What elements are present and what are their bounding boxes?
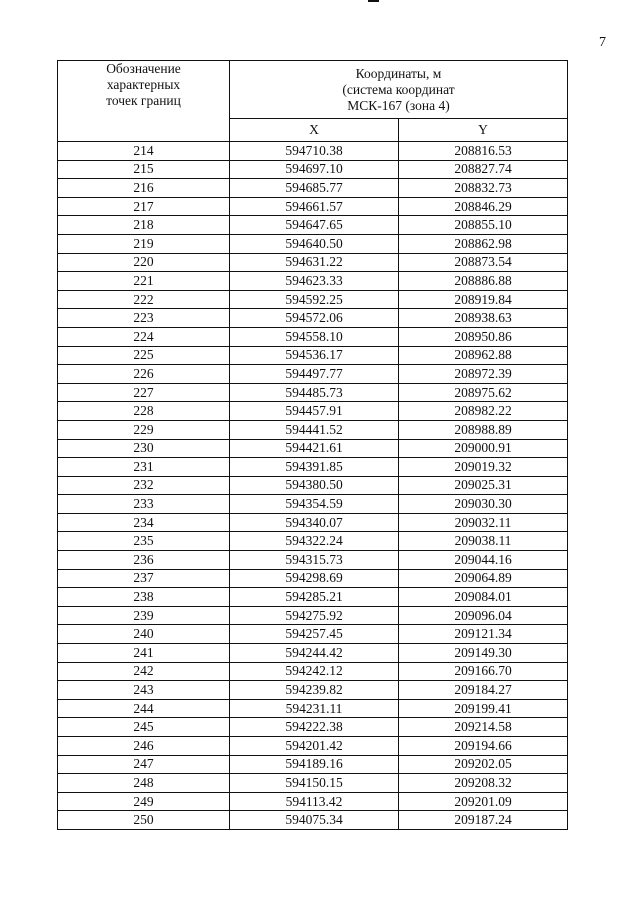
table-row <box>58 197 568 216</box>
y-coordinate-cell: 209044.16 <box>399 551 568 570</box>
x-coordinate-cell: 594075.34 <box>230 811 399 830</box>
y-coordinate-cell: 208988.89 <box>399 420 568 439</box>
x-coordinate-cell: 594354.59 <box>230 495 399 514</box>
x-coordinate-cell: 594244.42 <box>230 644 399 663</box>
table-row <box>58 737 568 756</box>
x-coordinate-cell: 594710.38 <box>230 142 399 161</box>
y-coordinate-cell: 208962.88 <box>399 346 568 365</box>
point-number-cell: 233 <box>58 495 230 514</box>
point-number-cell: 222 <box>58 290 230 309</box>
x-coordinate-cell: 594631.22 <box>230 253 399 272</box>
point-number-cell: 250 <box>58 811 230 830</box>
y-coordinate-cell: 209166.70 <box>399 662 568 681</box>
x-coordinate-cell: 594536.17 <box>230 346 399 365</box>
table-row <box>58 644 568 663</box>
y-coordinate-cell: 209201.09 <box>399 792 568 811</box>
y-coordinate-cell: 209214.58 <box>399 718 568 737</box>
x-coordinate-cell: 594231.11 <box>230 699 399 718</box>
table-row <box>58 681 568 700</box>
y-coordinate-cell: 209038.11 <box>399 532 568 551</box>
x-coordinate-cell: 594391.85 <box>230 458 399 477</box>
point-designation-header: Обозначение характерных точек границ <box>58 61 230 142</box>
point-number-cell: 246 <box>58 737 230 756</box>
x-coordinate-cell: 594322.24 <box>230 532 399 551</box>
table-row <box>58 439 568 458</box>
y-coordinate-cell: 209149.30 <box>399 644 568 663</box>
table-row <box>58 365 568 384</box>
x-coordinate-cell: 594457.91 <box>230 402 399 421</box>
point-number-cell: 231 <box>58 458 230 477</box>
y-coordinate-cell: 209184.27 <box>399 681 568 700</box>
y-coordinate-cell: 209187.24 <box>399 811 568 830</box>
x-coordinate-cell: 594697.10 <box>230 160 399 179</box>
x-coordinate-cell: 594201.42 <box>230 737 399 756</box>
table-row <box>58 606 568 625</box>
point-number-cell: 221 <box>58 272 230 291</box>
point-number-cell: 223 <box>58 309 230 328</box>
y-coordinate-cell: 208862.98 <box>399 234 568 253</box>
top-mark <box>368 0 379 2</box>
x-coordinate-cell: 594497.77 <box>230 365 399 384</box>
point-number-cell: 240 <box>58 625 230 644</box>
coordinates-table-body <box>58 142 568 830</box>
table-row <box>58 625 568 644</box>
y-coordinate-cell: 209096.04 <box>399 606 568 625</box>
coordinates-header: Координаты, м (система координат МСК-167 (зона 4) <box>230 61 568 119</box>
table-row <box>58 718 568 737</box>
x-coordinate-cell: 594315.73 <box>230 551 399 570</box>
point-number-cell: 244 <box>58 699 230 718</box>
table-row <box>58 476 568 495</box>
table-row <box>58 290 568 309</box>
y-coordinate-cell: 208846.29 <box>399 197 568 216</box>
table-row <box>58 755 568 774</box>
table-row <box>58 495 568 514</box>
y-coordinate-cell: 208816.53 <box>399 142 568 161</box>
y-coordinate-cell: 208982.22 <box>399 402 568 421</box>
table-row <box>58 569 568 588</box>
y-coordinate-cell: 209208.32 <box>399 774 568 793</box>
x-coordinate-cell: 594647.65 <box>230 216 399 235</box>
point-number-cell: 243 <box>58 681 230 700</box>
table-row <box>58 327 568 346</box>
y-coordinate-cell: 208938.63 <box>399 309 568 328</box>
point-number-cell: 216 <box>58 179 230 198</box>
coordinates-table <box>57 60 568 830</box>
y-coordinate-cell: 208972.39 <box>399 365 568 384</box>
point-number-cell: 226 <box>58 365 230 384</box>
table-row <box>58 234 568 253</box>
table-row <box>58 662 568 681</box>
y-coordinate-cell: 209194.66 <box>399 737 568 756</box>
point-number-cell: 238 <box>58 588 230 607</box>
x-coordinate-cell: 594285.21 <box>230 588 399 607</box>
coordinates-table-header <box>58 61 568 142</box>
point-number-cell: 225 <box>58 346 230 365</box>
x-coordinate-cell: 594298.69 <box>230 569 399 588</box>
y-coordinate-cell: 208873.54 <box>399 253 568 272</box>
y-coordinate-cell: 208886.88 <box>399 272 568 291</box>
table-row <box>58 383 568 402</box>
point-number-cell: 232 <box>58 476 230 495</box>
x-coordinate-cell: 594685.77 <box>230 179 399 198</box>
point-number-cell: 215 <box>58 160 230 179</box>
x-coordinate-cell: 594592.25 <box>230 290 399 309</box>
point-number-cell: 248 <box>58 774 230 793</box>
x-coordinate-cell: 594242.12 <box>230 662 399 681</box>
y-coordinate-cell: 209019.32 <box>399 458 568 477</box>
x-coordinate-cell: 594275.92 <box>230 606 399 625</box>
y-coordinate-cell: 209202.05 <box>399 755 568 774</box>
table-row <box>58 420 568 439</box>
point-number-cell: 214 <box>58 142 230 161</box>
table-row <box>58 272 568 291</box>
point-number-cell: 229 <box>58 420 230 439</box>
table-row <box>58 309 568 328</box>
x-coordinate-cell: 594421.61 <box>230 439 399 458</box>
point-number-cell: 227 <box>58 383 230 402</box>
y-coordinate-cell: 208832.73 <box>399 179 568 198</box>
table-row <box>58 774 568 793</box>
y-coordinate-cell: 208975.62 <box>399 383 568 402</box>
point-number-cell: 249 <box>58 792 230 811</box>
x-column-header: X <box>230 119 399 142</box>
x-coordinate-cell: 594485.73 <box>230 383 399 402</box>
point-number-cell: 236 <box>58 551 230 570</box>
page-number: 7 <box>599 35 606 50</box>
table-row <box>58 792 568 811</box>
point-number-cell: 239 <box>58 606 230 625</box>
y-coordinate-cell: 208950.86 <box>399 327 568 346</box>
x-coordinate-cell: 594558.10 <box>230 327 399 346</box>
y-coordinate-cell: 208919.84 <box>399 290 568 309</box>
point-number-cell: 217 <box>58 197 230 216</box>
x-coordinate-cell: 594150.15 <box>230 774 399 793</box>
x-coordinate-cell: 594380.50 <box>230 476 399 495</box>
y-coordinate-cell: 209030.30 <box>399 495 568 514</box>
y-coordinate-cell: 209032.11 <box>399 513 568 532</box>
table-row <box>58 513 568 532</box>
x-coordinate-cell: 594640.50 <box>230 234 399 253</box>
x-coordinate-cell: 594113.42 <box>230 792 399 811</box>
point-number-cell: 218 <box>58 216 230 235</box>
table-row <box>58 458 568 477</box>
point-number-cell: 242 <box>58 662 230 681</box>
point-number-cell: 228 <box>58 402 230 421</box>
table-row <box>58 179 568 198</box>
table-row <box>58 811 568 830</box>
table-row <box>58 216 568 235</box>
y-coordinate-cell: 209000.91 <box>399 439 568 458</box>
table-row <box>58 253 568 272</box>
table-row <box>58 402 568 421</box>
table-row <box>58 532 568 551</box>
x-coordinate-cell: 594572.06 <box>230 309 399 328</box>
x-coordinate-cell: 594189.16 <box>230 755 399 774</box>
point-number-cell: 247 <box>58 755 230 774</box>
table-row <box>58 160 568 179</box>
point-number-cell: 219 <box>58 234 230 253</box>
x-coordinate-cell: 594441.52 <box>230 420 399 439</box>
y-coordinate-cell: 208855.10 <box>399 216 568 235</box>
x-coordinate-cell: 594239.82 <box>230 681 399 700</box>
table-row <box>58 699 568 718</box>
y-coordinate-cell: 208827.74 <box>399 160 568 179</box>
table-row <box>58 588 568 607</box>
x-coordinate-cell: 594340.07 <box>230 513 399 532</box>
point-number-cell: 230 <box>58 439 230 458</box>
table-row <box>58 346 568 365</box>
point-number-cell: 241 <box>58 644 230 663</box>
x-coordinate-cell: 594623.33 <box>230 272 399 291</box>
y-coordinate-cell: 209025.31 <box>399 476 568 495</box>
point-number-cell: 224 <box>58 327 230 346</box>
y-coordinate-cell: 209121.34 <box>399 625 568 644</box>
header-row-top <box>58 61 568 119</box>
point-number-cell: 234 <box>58 513 230 532</box>
point-number-cell: 237 <box>58 569 230 588</box>
x-coordinate-cell: 594222.38 <box>230 718 399 737</box>
y-coordinate-cell: 209084.01 <box>399 588 568 607</box>
y-column-header: Y <box>399 119 568 142</box>
table-row <box>58 551 568 570</box>
x-coordinate-cell: 594257.45 <box>230 625 399 644</box>
x-coordinate-cell: 594661.57 <box>230 197 399 216</box>
point-number-cell: 245 <box>58 718 230 737</box>
point-number-cell: 235 <box>58 532 230 551</box>
table-row <box>58 142 568 161</box>
y-coordinate-cell: 209064.89 <box>399 569 568 588</box>
y-coordinate-cell: 209199.41 <box>399 699 568 718</box>
point-number-cell: 220 <box>58 253 230 272</box>
